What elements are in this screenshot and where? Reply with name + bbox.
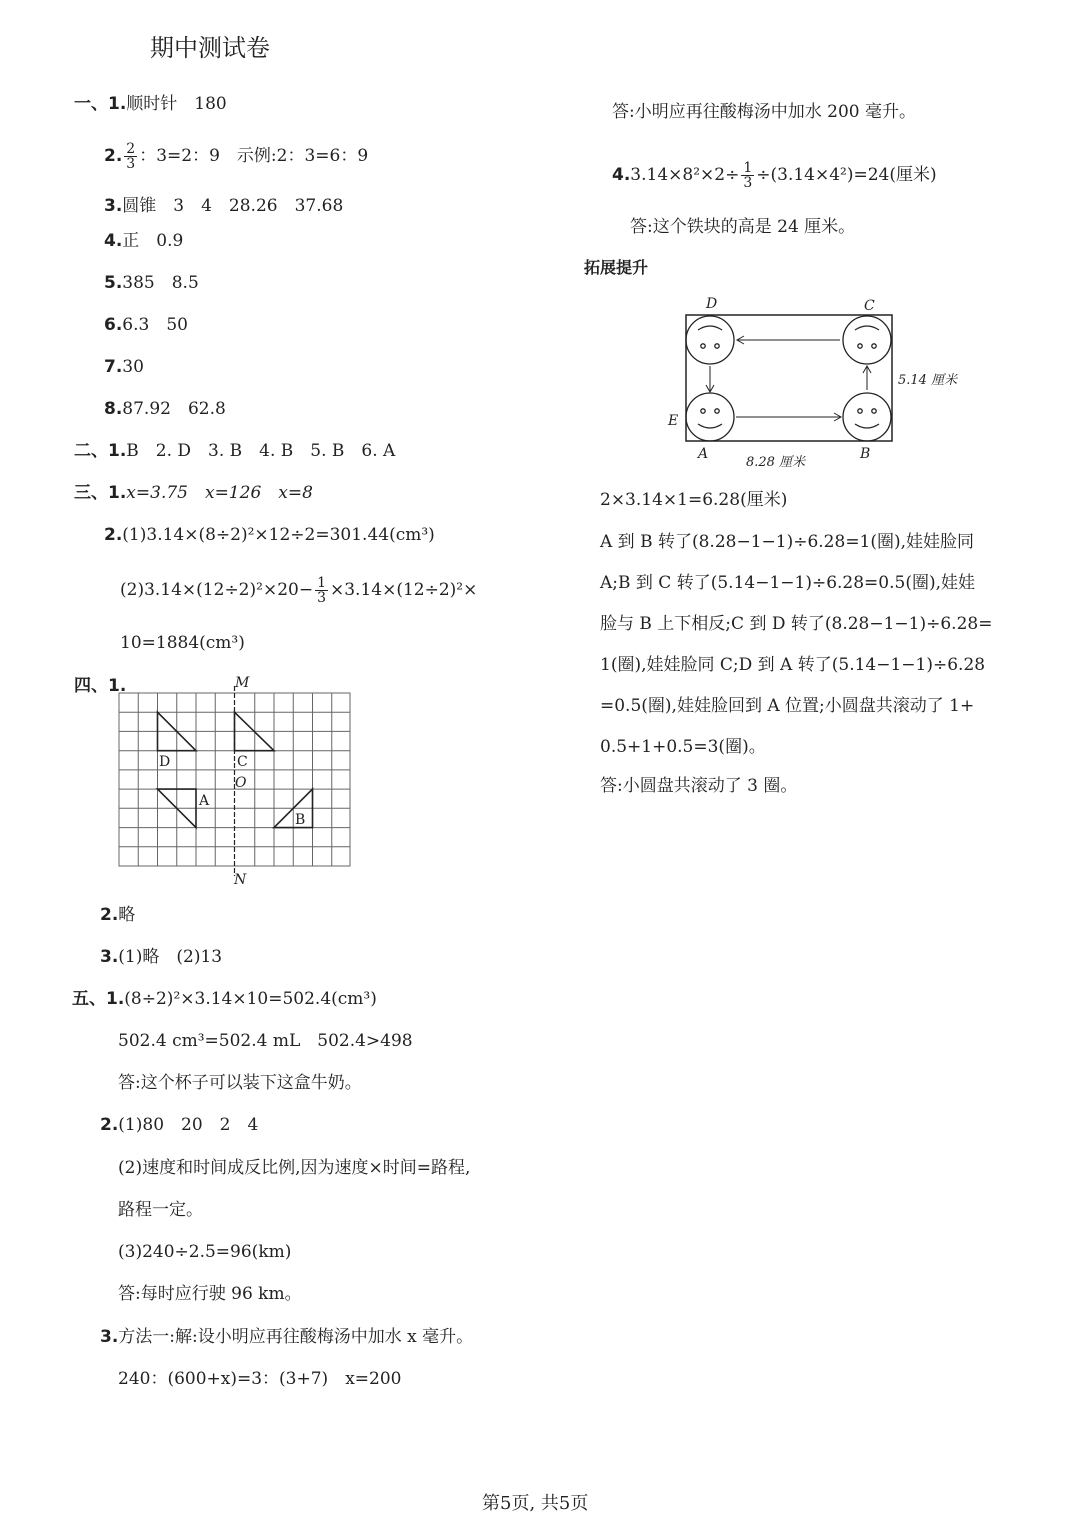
rolling-disc-figure <box>660 292 980 472</box>
face-c <box>843 316 891 364</box>
section-1-label: 一、1. <box>74 94 127 114</box>
answer-text: 385 8.5 <box>122 273 199 293</box>
fraction <box>741 161 754 190</box>
fraction-numerator: 1 <box>317 575 326 591</box>
section-5-q1c: 答:这个杯子可以装下这盒牛奶。 <box>118 1073 362 1093</box>
section-1-q6 <box>104 315 188 335</box>
section-1-q5 <box>104 273 199 293</box>
answer-text: 30 <box>122 357 144 377</box>
fraction <box>315 576 328 605</box>
fraction-numerator: 2 <box>126 141 136 157</box>
calc-line: 2×3.14×1=6.28(厘米) <box>600 490 788 510</box>
answer-text: (1)80 20 2 4 <box>118 1115 259 1135</box>
section-4-q3 <box>100 947 222 967</box>
label-side-length: 5.14 厘米 <box>898 373 958 388</box>
question-number: 2. <box>104 525 123 545</box>
section-1-q2 <box>104 136 368 176</box>
answer-text: 正 0.9 <box>122 231 184 251</box>
answer-text: 圆锥 3 4 28.26 37.68 <box>122 196 344 216</box>
section-3-label: 三、1. <box>74 483 127 503</box>
question-number: 2. <box>100 905 119 925</box>
question-number: 6. <box>104 315 123 335</box>
question-number: 7. <box>104 357 123 377</box>
question-4 <box>612 155 937 195</box>
section-4-label-text: 四、1. <box>74 676 127 696</box>
section-5-q2d: (3)240÷2.5=96(km) <box>118 1242 292 1262</box>
answer-text: x=3.75 x=126 x=8 <box>126 483 313 503</box>
explanation-line-1: A 到 B 转了(8.28−1−1)÷6.28=1(圈),娃娃脸同 <box>600 532 975 552</box>
answer-line-3: 答:小圆盘共滚动了 3 圈。 <box>600 776 798 796</box>
answer-text: 方法一:解:设小明应再往酸梅汤中加水 x 毫升。 <box>118 1327 474 1347</box>
label-o: O <box>235 775 247 791</box>
section-3-q1 <box>74 483 313 503</box>
label-d: D <box>159 754 171 770</box>
section-5-q3b: 240：(600+x)=3：(3+7) x=200 <box>118 1369 402 1389</box>
section-4-q2 <box>100 905 135 925</box>
question-number: 4. <box>104 231 123 251</box>
label-a: A <box>698 446 709 462</box>
section-5-q1b: 502.4 cm³=502.4 mL 502.4>498 <box>118 1031 413 1051</box>
answer-text: (2)3.14×(12÷2)²×20− <box>120 580 314 600</box>
explanation-line-5: =0.5(圈),娃娃脸回到 A 位置;小圆盘共滚动了 1+ <box>600 696 975 716</box>
section-1-q1 <box>74 94 227 114</box>
question-number: 2. <box>100 1115 119 1135</box>
section-3-q2c: 10=1884(cm³) <box>120 633 245 653</box>
answer-text: 顺时针 180 <box>126 94 227 114</box>
section-1-q4 <box>104 231 183 251</box>
section-1-q8 <box>104 399 226 419</box>
label-n: N <box>234 872 247 888</box>
section-5-q2a <box>100 1115 258 1135</box>
answer-text: ×3.14×(12÷2)²× <box>330 580 478 600</box>
section-5-q2e: 答:每时应行驶 96 km。 <box>118 1284 302 1304</box>
section-2-label: 二、1. <box>74 441 127 461</box>
answer-text: 略 <box>118 905 136 925</box>
answer-text: 6.3 50 <box>122 315 188 335</box>
section-1-q3 <box>104 196 343 216</box>
motion-arrows <box>706 336 871 421</box>
answer-text: 87.92 62.8 <box>122 399 226 419</box>
answer-text: 3.14×8²×2÷ <box>630 165 740 185</box>
label-b: B <box>860 446 871 462</box>
page-footer: 第5页, 共5页 <box>482 1493 589 1514</box>
answer-text: (1)3.14×(8÷2)²×12÷2=301.44(cm³) <box>122 525 435 545</box>
symmetry-grid-figure <box>110 672 390 892</box>
fraction-denominator: 3 <box>317 590 326 606</box>
section-heading: 拓展提升 <box>584 258 649 277</box>
fraction-numerator: 1 <box>743 160 753 176</box>
answer-line-2: 答:这个铁块的高是 24 厘米。 <box>630 217 856 237</box>
section-5-q2c: 路程一定。 <box>118 1200 203 1220</box>
label-c: C <box>864 298 875 314</box>
label-bottom-length: 8.28 厘米 <box>746 455 806 470</box>
explanation-line-6: 0.5+1+0.5=3(圈)。 <box>600 737 766 757</box>
answer-text: ÷(3.14×4²)=24(厘米) <box>756 165 937 185</box>
label-m: M <box>235 675 250 691</box>
fraction-denominator: 3 <box>743 175 753 191</box>
section-2 <box>74 441 395 461</box>
answer-text: B 2. D 3. B 4. B 5. B 6. A <box>126 441 396 461</box>
question-number: 5. <box>104 273 123 293</box>
section-5-q2b: (2)速度和时间成反比例,因为速度×时间=路程, <box>118 1158 471 1178</box>
question-number: 4. <box>612 165 631 185</box>
fraction <box>124 142 137 171</box>
rectangle-frame <box>686 315 892 441</box>
answer-text: (8÷2)²×3.14×10=502.4(cm³) <box>124 989 377 1009</box>
question-number: 3. <box>100 947 119 967</box>
section-5-q1a <box>72 989 377 1009</box>
page-title: 期中测试卷 <box>150 34 270 62</box>
section-3-q2b <box>120 570 477 610</box>
question-number: 3. <box>100 1327 119 1347</box>
answer-line-1: 答:小明应再往酸梅汤中加水 200 毫升。 <box>612 102 916 122</box>
label-d: D <box>706 296 718 312</box>
section-3-q2a <box>104 525 435 545</box>
explanation-line-3: 脸与 B 上下相反;C 到 D 转了(8.28−1−1)÷6.28= <box>600 614 993 634</box>
section-5-label: 五、1. <box>72 989 125 1009</box>
face-d <box>686 316 734 364</box>
question-number: 2. <box>104 146 123 166</box>
question-number: 3. <box>104 196 123 216</box>
answer-text: ：3=2：9 示例:2：3=6：9 <box>139 146 369 166</box>
label-a: A <box>199 793 210 809</box>
answer-text: (1)略 (2)13 <box>118 947 223 967</box>
section-1-q7 <box>104 357 144 377</box>
label-b: B <box>295 812 306 828</box>
explanation-line-2: A;B 到 C 转了(5.14−1−1)÷6.28=0.5(圈),娃娃 <box>600 573 975 593</box>
label-e: E <box>668 413 679 429</box>
fraction-denominator: 3 <box>126 156 136 172</box>
section-5-q3a <box>100 1327 473 1347</box>
face-e <box>686 393 734 441</box>
explanation-line-4: 1(圈),娃娃脸同 C;D 到 A 转了(5.14−1−1)÷6.28 <box>600 655 986 675</box>
question-number: 8. <box>104 399 123 419</box>
face-b <box>843 393 891 441</box>
label-c: C <box>237 754 248 770</box>
